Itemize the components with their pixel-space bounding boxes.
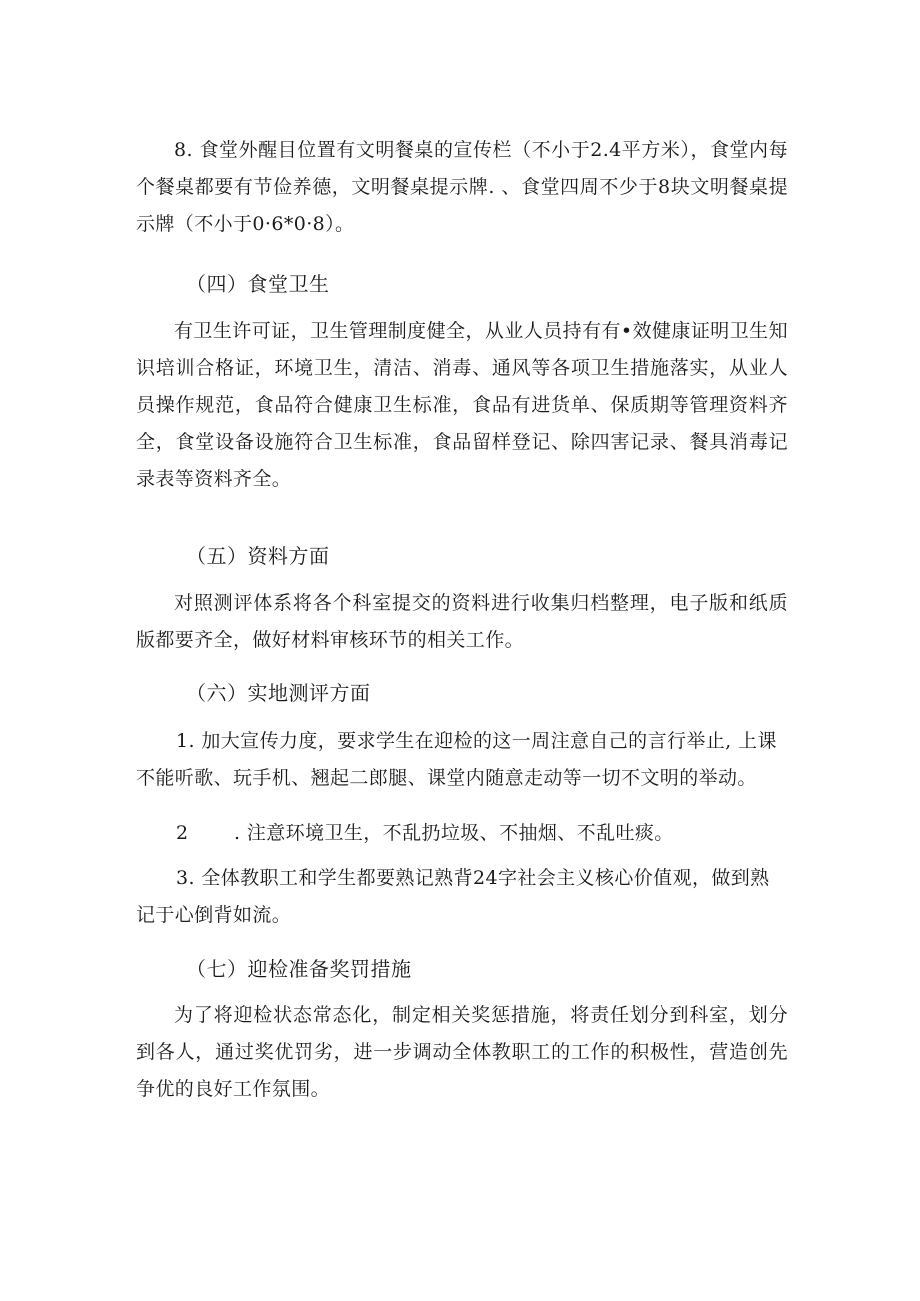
list-item-number: 2: [176, 822, 189, 844]
list-item-number: 3: [176, 867, 189, 889]
list-item-text: . 全体教职工和学生都要熟记熟背24字社会主义核心价值观，做到熟记于心倒背如流。: [136, 867, 770, 926]
heading-materials: （五）资料方面: [186, 544, 330, 568]
list-item-text: . 注意环境卫生，不乱扔垃圾、不抽烟、不乱吐痰。: [234, 822, 674, 844]
list-item-number: 1: [176, 730, 189, 752]
heading-canteen-hygiene: （四）食堂卫生: [186, 272, 330, 296]
paragraph-canteen-signage: 8. 食堂外醒目位置有文明餐桌的宣传栏（不小于2.4平方米），食堂内每个餐桌都要有节俭养德，文明餐桌提示牌. 、食堂四周不少于8块文明餐桌提示牌（不小于0·6*0·8）。: [136, 139, 788, 235]
paragraph-canteen-hygiene: 有卫生许可证，卫生管理制度健全，从业人员持有有•效健康证明卫生知识培训合格证，环境卫生，清洁、消毒、通风等各项卫生措施落实，从业人员操作规范，食品符合健康卫生标准，食品有进货单、保质期等管理资料齐全，食堂设备设施符合卫生标准，食品留样登记、除四害记录、餐具消毒记录表等资料齐全。: [136, 320, 788, 490]
heading-reward-measures: （七）迎检准备奖罚措施: [186, 957, 412, 981]
heading-field-evaluation: （六）实地测评方面: [186, 681, 371, 705]
paragraph-reward-measures: 为了将迎检状态常态化，制定相关奖惩措施，将责任划分到科室，划分到各人，通过奖优罚劣，进一步调动全体教职工的工作的积极性，营造创先争优的良好工作氛围。: [136, 1004, 788, 1100]
list-item-1: [136, 723, 788, 797]
paragraph-materials: 对照测评体系将各个科室提交的资料进行收集归档整理，电子版和纸质版都要齐全，做好材料审核环节的相关工作。: [136, 592, 788, 651]
list-item-text: . 加大宣传力度，要求学生在迎检的这一周注意自己的言行举止, 上课不能听歌、玩手机、翘起二郎腿、课堂内随意走动等一切不文明的举动。: [136, 730, 777, 789]
list-item-2: [136, 815, 788, 852]
list-item-3: [136, 860, 788, 934]
